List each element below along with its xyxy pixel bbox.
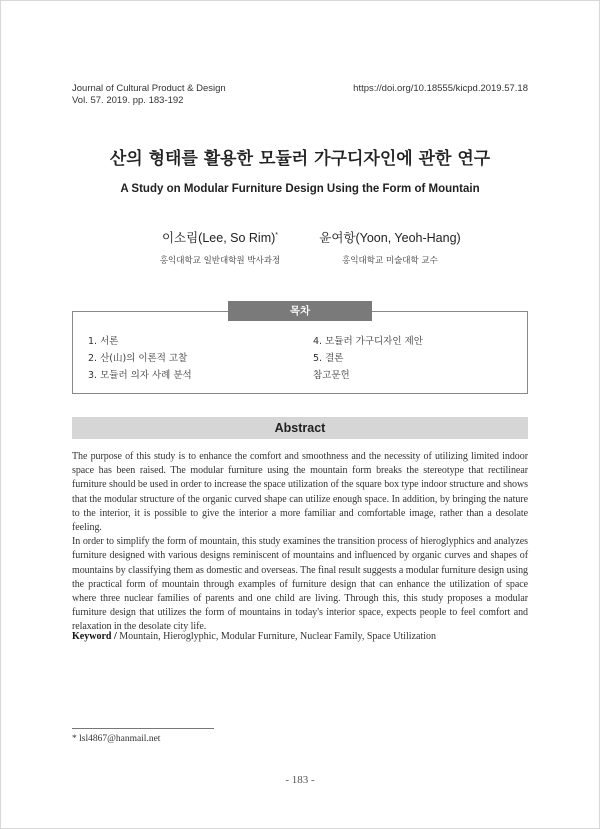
author-1-name: 이소림(Lee, So Rim)*: [161, 231, 279, 245]
journal-volume: Vol. 57. 2019. pp. 183-192: [72, 95, 184, 106]
toc-item: 2. 산(山)의 이론적 고찰: [88, 353, 188, 364]
title-english: A Study on Modular Furniture Design Using the Form of Mountain: [120, 183, 480, 195]
author-2-affiliation: 홍익대학교 미술대학 교수: [342, 256, 438, 266]
journal-name: Journal of Cultural Product & Design: [72, 83, 226, 94]
abstract-paragraph: The purpose of this study is to enhance the comfort and smoothness and the necessity of utilizing limited indoor space has been raised. The modular furniture using the mountain form breaks the stereotype that rectilinear furniture should be used in order to increase the space utilization of the square box type indoor structure and shows that the modular structure of the organic curved shape can utilize enough space. In addition, by bringing the nature to the interior, it is possible to give the interior a more familiar and comfortable image, rather than a desolate feeling.: [72, 451, 528, 534]
corresponding-mark: *: [275, 231, 279, 239]
footnote-email: * lsl4867@hanmail.net: [72, 734, 161, 744]
footnote-divider: [72, 728, 214, 729]
author-2: [270, 228, 510, 266]
author-2-name: 윤여항(Yoon, Yeoh-Hang): [319, 231, 461, 245]
abstract-heading: Abstract: [72, 417, 528, 439]
toc-item: 참고문헌: [313, 370, 350, 381]
toc-item: 4. 모듈러 가구디자인 제안: [313, 336, 423, 347]
keyword-label: Keyword /: [72, 631, 117, 642]
journal-info: [72, 83, 226, 107]
keyword-list: Mountain, Hieroglyphic, Modular Furniture, Nuclear Family, Space Utilization: [119, 631, 437, 642]
toc-item: 5. 결론: [313, 353, 344, 364]
page-number: - 183 -: [285, 774, 315, 786]
toc-right-column: [313, 333, 423, 384]
toc-item: 1. 서론: [88, 336, 119, 347]
author-1-affiliation: 홍익대학교 일반대학원 박사과정: [159, 256, 281, 266]
abstract-paragraph: In order to simplify the form of mountain, this study examines the transition process of hieroglyphics and analyzes furniture designed with various designs reminiscent of mountains and influenced by organic curves and shapes of mountains by classifying them as domestic and overseas. The final result suggests a modular furniture design using the practical form of mountain through examples of furniture design that can enhance the utilization of space where three nuclear families of parents and one child are living. Through this, this study proposes a modular furniture design that utilizes the form of mountains in today's interior space, expects people to feel comfort and relaxation in the desolate city life.: [72, 536, 528, 633]
toc-left-column: [88, 333, 192, 384]
keywords: [72, 631, 528, 642]
abstract-body: [72, 450, 528, 635]
toc-item: 3. 모듈러 의자 사례 분석: [88, 370, 192, 381]
title-korean: 산의 형태를 활용한 모듈러 가구디자인에 관한 연구: [109, 149, 491, 169]
toc-label: 목차: [228, 301, 372, 321]
doi-link[interactable]: https://doi.org/10.18555/kicpd.2019.57.18: [353, 83, 528, 94]
